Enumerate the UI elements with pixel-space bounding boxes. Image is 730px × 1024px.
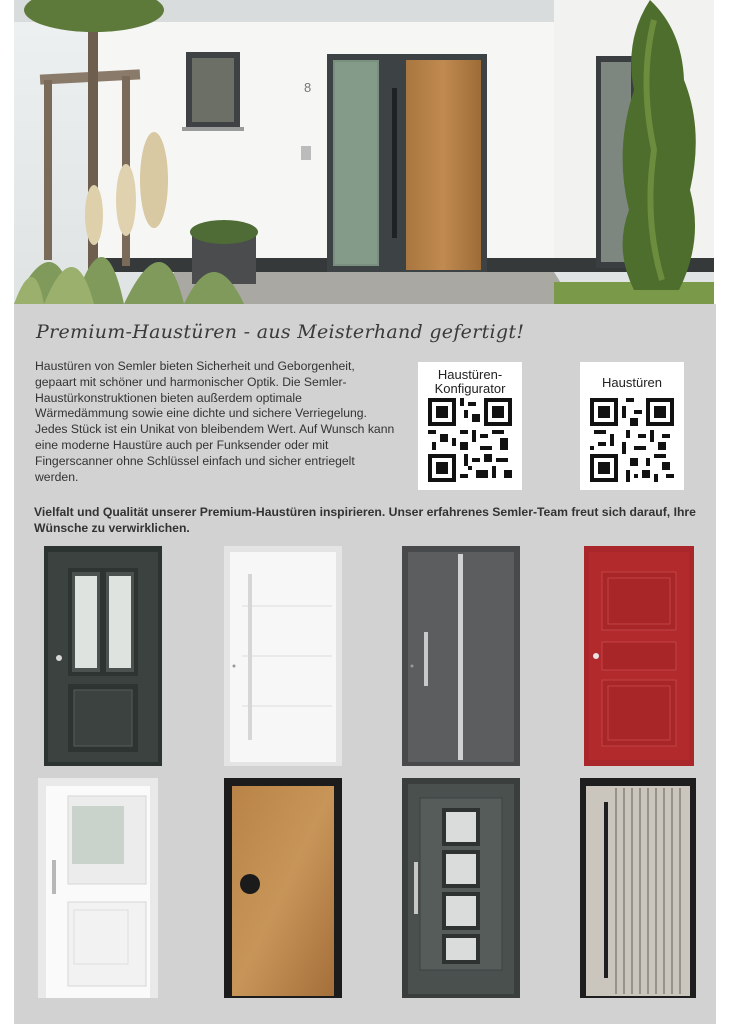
- qr-card-doors[interactable]: [580, 362, 684, 490]
- door-white-modern[interactable]: [224, 546, 342, 766]
- door-concrete-grooves[interactable]: [580, 778, 696, 998]
- hero-photo: [14, 0, 714, 304]
- door-red-classic[interactable]: [584, 546, 694, 766]
- intro-paragraph: Haustüren von Semler bieten Sicherheit und Geborgenheit, gepaart mit schöner und harmonischer Optik. Die Semler-Haustürkonstruktionen bieten außerdem optimale Wärmedämmung sowie eine dichte und sichere Verriegelung. Jedes Stück ist ein Unikat von bleibendem Wert. Auf Wunsch kann eine moderne Haustüre auch per Funksender oder mit Fingerscanner ohne Schlüssel einfach und sicher entriegelt werden.: [35, 359, 395, 484]
- qr-title-configurator: Haustüren-Konfigurator: [434, 367, 506, 396]
- door-grey-steel-strip[interactable]: [402, 546, 520, 766]
- qr-card-configurator[interactable]: [418, 362, 522, 490]
- house-number: 8: [304, 80, 312, 95]
- qr-title-doors: Haustüren: [602, 375, 662, 390]
- door-classic-anthracite[interactable]: [44, 546, 162, 766]
- door-oak-round-handle[interactable]: [224, 778, 342, 998]
- door-anthracite-four-windows[interactable]: [402, 778, 520, 998]
- page-headline: Premium-Haustüren - aus Meisterhand gefertigt!: [36, 321, 525, 343]
- lead-paragraph: Vielfalt und Qualität unserer Premium-Haustüren inspirieren. Unser erfahrenes Semler-Team freut sich darauf, Ihre Wünsche zu verwirklichen.: [34, 505, 696, 535]
- qr-code-icon: [428, 398, 512, 482]
- door-white-classic-glass[interactable]: [38, 778, 158, 998]
- qr-code-icon: [590, 398, 674, 482]
